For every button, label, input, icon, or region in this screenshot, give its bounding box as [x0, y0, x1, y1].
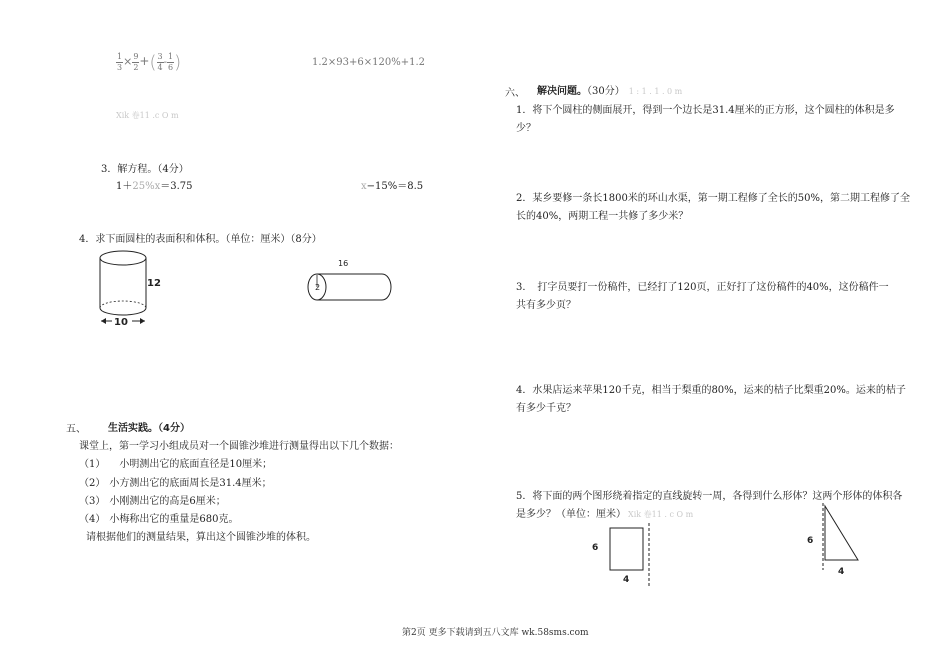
lying-cylinder-figure — [302, 255, 402, 305]
problem-2-line-2: 长的40%，两期工程一共修了多少米？ — [516, 211, 689, 222]
problem-1-line-1: 1．将下个圆柱的侧面展开，得到一个边长是31.4厘米的正方形，这个圆柱的体积是多 — [516, 105, 895, 116]
problem-3-line-2: 共有多少页？ — [516, 300, 576, 311]
problem-4-line-2: 有多少千克？ — [516, 403, 576, 414]
problem-1-line-2: 少？ — [516, 123, 536, 134]
triangle-height-label: 6 — [807, 536, 814, 546]
rectangle-rotation-figure — [585, 520, 665, 590]
fraction-expression — [116, 52, 181, 73]
section5-intro: 课堂上，第一学习小组成员对一个圆锥沙堆进行测量得出以下几个数据： — [79, 441, 399, 452]
section6-heading: 解决问题。（30分） 1 : 1 . 1 . 0 m — [537, 86, 683, 97]
fraction-2: $\frac{9}{2}$ — [133, 52, 139, 72]
triangle-width-label: 4 — [838, 567, 845, 577]
fraction-3: $\frac{3}{4}$ — [157, 52, 163, 72]
calc-expression-2: 1.2×93+6×120%+1.2 — [312, 57, 425, 68]
problem-5-line-1: 5．将下面的两个图形绕着指定的直线旋转一周，各得到什么形体？这两个形体的体积各 — [516, 491, 903, 502]
q3-heading: 3．解方程。（4分） — [101, 164, 189, 175]
problem-5-line-2: 是多少？（单位：厘米） Xik 卷11 . c O m — [516, 509, 694, 520]
q4-heading: 4．求下面圆柱的表面积和体积。（单位：厘米）（8分） — [79, 234, 322, 245]
section6-number: 六、 — [505, 88, 525, 99]
right-paren: ) — [174, 52, 182, 73]
cylinder-radius-label: 2 — [315, 283, 321, 292]
cylinder-height-label: 12 — [147, 278, 161, 289]
section5-number: 五、 — [66, 424, 86, 435]
watermark-text: Xik 卷11 .c O m — [116, 111, 179, 120]
problem-2-line-1: 2．某乡要修一条长1800米的环山水渠，第一期工程修了全长的50%，第二期工程修了全 — [516, 193, 911, 204]
plus-sign: + — [139, 54, 150, 68]
measurement-item: （2） 小方测出它的底面周长是31.4厘米； — [79, 478, 272, 489]
page-footer: 第2页 更多下载请到五八文库 wk.58sms.com — [402, 628, 589, 638]
minus-sign: - — [163, 57, 167, 68]
rectangle-width-label: 4 — [623, 575, 630, 585]
rectangle-height-label: 6 — [592, 543, 599, 553]
measurement-item: （4） 小梅称出它的重量是680克。 — [79, 514, 239, 525]
equation-1: 1＋25%x＝3.75 — [116, 181, 193, 192]
left-paren: ( — [149, 52, 157, 73]
fraction-4: $\frac{1}{6}$ — [167, 52, 174, 72]
times-sign: × — [123, 55, 133, 68]
section5-title: 生活实践。（4分） — [108, 423, 190, 434]
cylinder-length-label: 16 — [338, 259, 349, 268]
fraction-1: $\frac{1}{3}$ — [117, 52, 123, 72]
problem-4-line-1: 4．水果店运来苹果120千克，相当于梨重的80%，运来的桔子比梨重20%。运来的桔子 — [516, 385, 906, 396]
cylinder-diameter-label: 10 — [114, 317, 128, 328]
measurement-item: （3） 小刚测出它的高是6厘米； — [79, 496, 226, 507]
equation-2: x−15%＝8.5 — [361, 181, 424, 192]
section5-ask: 请根据他们的测量结果，算出这个圆锥沙堆的体积。 — [86, 532, 316, 543]
problem-3-line-1: 3． 打字员要打一份稿件，已经打了120页，正好打了这份稿件的40%，这份稿件一 — [516, 282, 889, 293]
triangle-rotation-figure — [800, 500, 870, 582]
upright-cylinder-figure — [92, 245, 167, 330]
measurement-item: （1） 小明测出它的底面直径是10厘米； — [79, 459, 273, 470]
